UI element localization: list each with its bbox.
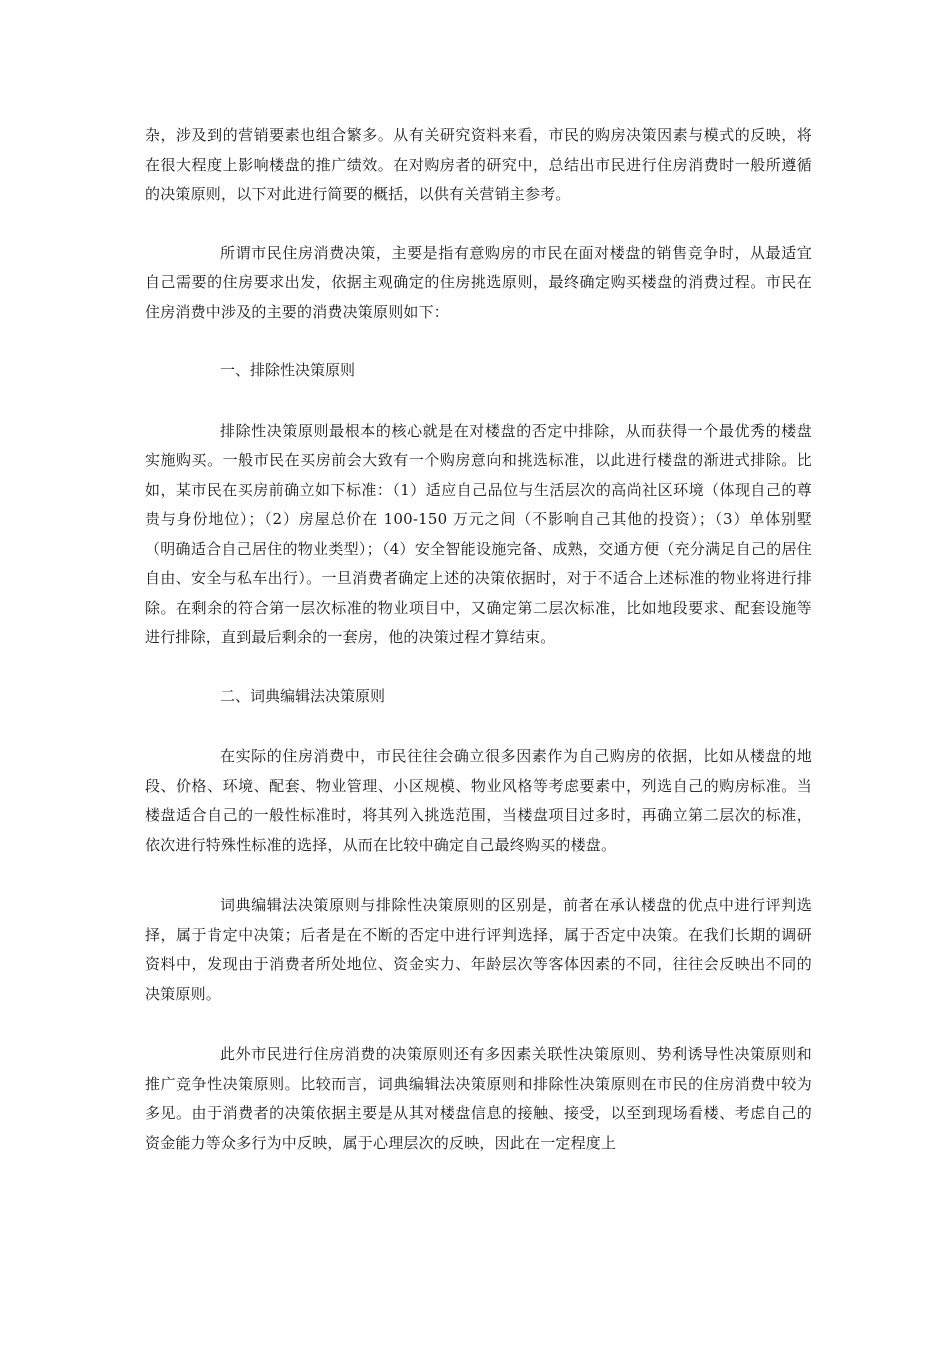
- document-page: [145, 121, 812, 1158]
- paragraph-other-principles: 此外市民进行住房消费的决策原则还有多因素关联性决策原则、势利诱导性决策原则和推广竞争性决策原则。比较而言，词典编辑法决策原则和排除性决策原则在市民的住房消费中较为多见。由于消费者的决策依据主要是从其对楼盘信息的接触、接受，以至到现场看楼、考虑自己的资金能力等众多行为中反映，属于心理层次的反映，因此在一定程度上: [145, 1045, 812, 1152]
- section-heading-exclusion: 一、排除性决策原则: [220, 361, 356, 379]
- paragraph-lexicographic: 在实际的住房消费中，市民往往会确立很多因素作为自己购房的依据，比如从楼盘的地段、价格、环境、配套、物业管理、小区规模、物业风格等考虑要素中，列选自己的购房标准。当楼盘适合自己的一般性标准时，将其列入挑选范围，当楼盘项目过多时，再确立第二层次的标准，依次进行特殊性标准的选择，从而在比较中确定自己最终购买的楼盘。: [145, 747, 812, 854]
- section-heading-lexicographic: 二、词典编辑法决策原则: [220, 686, 386, 705]
- paragraph-continuation: 杂，涉及到的营销要素也组合繁多。从有关研究资料来看，市民的购房决策因素与模式的反映，将在很大程度上影响楼盘的推广绩效。在对购房者的研究中，总结出市民进行住房消费时一般所遵循的决策原则，以下对此进行简要的概括，以供有关营销主参考。: [145, 126, 812, 203]
- paragraph-exclusion: 排除性决策原则最根本的核心就是在对楼盘的否定中排除，从而获得一个最优秀的楼盘实施购买。一般市民在买房前会大致有一个购房意向和挑选标准，以此进行楼盘的渐进式排除。比如，某市民在买房前确立如下标准：（1）适应自己品位与生活层次的高尚社区环境（体现自己的尊贵与身份地位）；（2）房屋总价在 100-150 万元之间（不影响自己其他的投资）；（3）单体别墅（明确适合自己居住的物业类型）；（4）安全智能设施完备、成熟，交通方便（充分满足自己的居住自由、安全与私车出行）。一旦消费者确定上述的决策依据时，对于不适合上述标准的物业将进行排除。在剩余的符合第一层次标准的物业项目中，又确定第二层次标准，比如地段要求、配套设施等进行排除，直到最后剩余的一套房，他的决策过程才算结束。: [145, 421, 812, 646]
- paragraph-comparison: 词典编辑法决策原则与排除性决策原则的区别是，前者在承认楼盘的优点中进行评判选择，属于肯定中决策；后者是在不断的否定中进行评判选择，属于否定中决策。在我们长期的调研资料中，发现由于消费者所处地位、资金实力、年龄层次等客体因素的不同，往往会反映出不同的决策原则。: [145, 896, 812, 1003]
- paragraph-definition: 所谓市民住房消费决策，主要是指有意购房的市民在面对楼盘的销售竞争时，从最适宜自己需要的住房要求出发，依据主观确定的住房挑选原则，最终确定购买楼盘的消费过程。市民在住房消费中涉及的主要的消费决策原则如下：: [145, 243, 812, 321]
